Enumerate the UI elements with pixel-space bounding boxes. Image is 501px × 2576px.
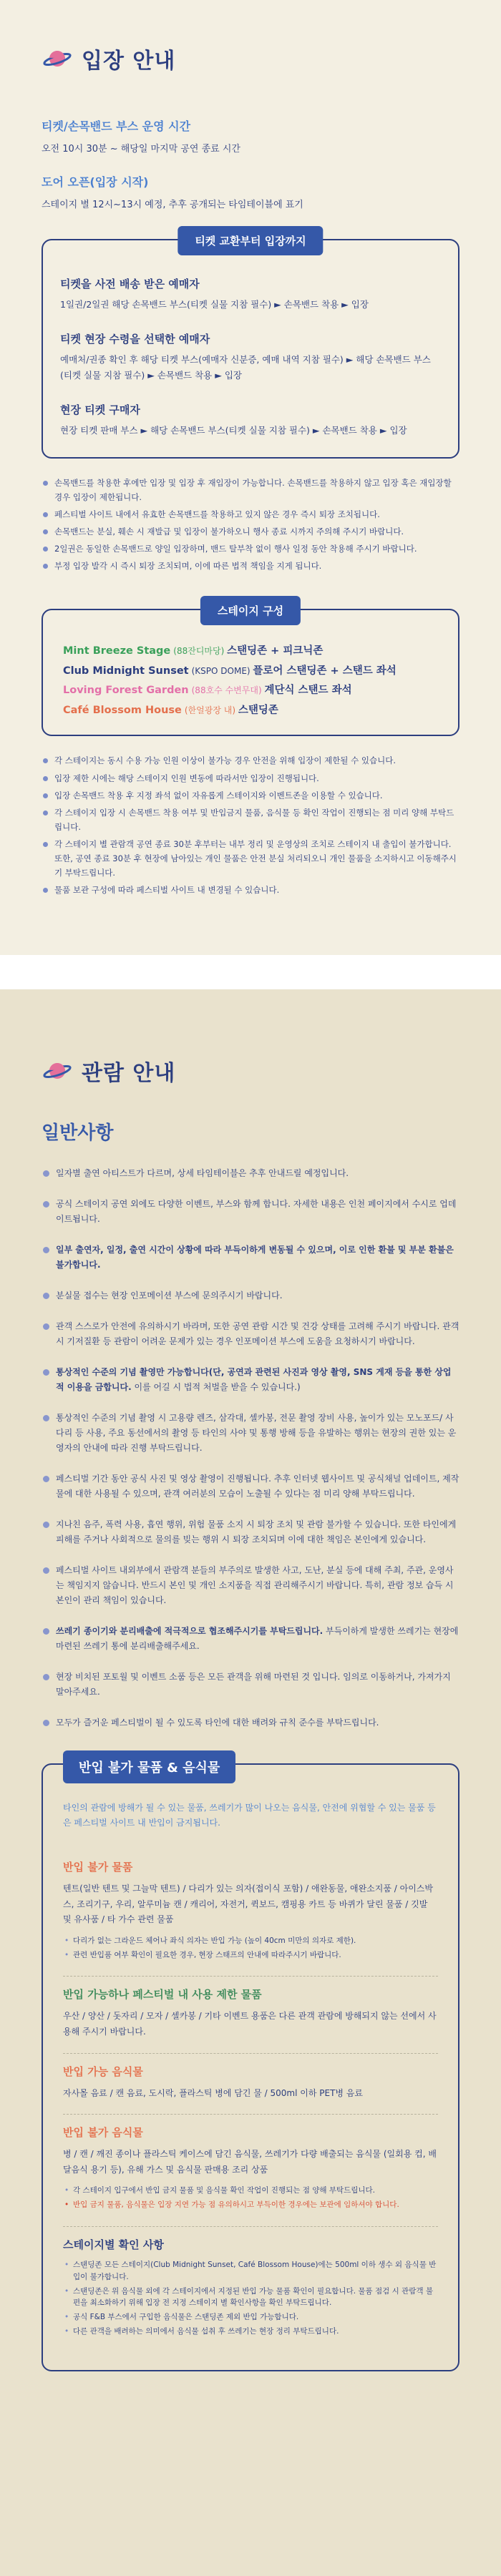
general-item-text: 이를 어길 시 법적 처벌을 받을 수 있습니다.) [131,1382,301,1392]
stage-notes [42,753,459,897]
prohibited-group-notes [63,2259,438,2338]
prohibited-group-text: 병 / 캔 / 깨진 종이나 플라스틱 케이스에 담긴 음식물, 쓰레기가 다량 배출되는 음식물 (일회용 컵, 배달음식 용기 등), 유해 가스 및 음식물 판매용 조리 상품 [63,2149,437,2175]
prohibited-note: • 다른 관객을 배려하는 의미에서 음식물 섭취 후 쓰레기는 현장 정리 부탁드립니다. [63,2326,438,2338]
general-item-text: 공식 스테이지 공연 외에도 다양한 이벤트, 부스와 함께 합니다. 자세한 내용은 인천 페이지에서 수시로 업데이트됩니다. [56,1199,457,1224]
stages-tag: 스테이지 구성 [200,596,301,625]
general-item-bold: 일부 출연자, 일정, 출연 시간이 상황에 따라 부득이하게 변동될 수 있으며, 이로 인한 환불 및 부분 환불은 불가합니다. [56,1245,454,1270]
general-item [42,1517,459,1547]
general-item-text: 분실물 접수는 현장 인포메이션 부스에 문의주시기 바랍니다. [56,1291,283,1301]
prohibited-group-heading: 반입 불가 음식물 [63,2126,143,2140]
stage-list [63,642,438,720]
prohibited-group-heading: 반입 가능 음식물 [63,2065,143,2078]
exchange-text: 1일권/2일권 해당 손목밴드 부스(티켓 실물 지참 필수) ► 손목밴드 착용 ► 입장 [60,299,369,310]
entry-notes [42,476,459,574]
stage-name: Loving Forest Garden [63,685,189,697]
prohibited-note: • 관련 반입품 여부 확인이 필요한 경우, 현장 스태프의 안내에 따라주시기 바랍니다. [63,1949,438,1962]
prohibited-group [63,1849,438,1977]
exchange-heading: 티켓을 사전 배송 받은 예매자 [60,278,200,290]
general-item-bold: 쓰레기 종이기와 분리배출에 적극적으로 협조해주시기를 부탁드립니다. [56,1626,324,1636]
planet-icon [42,43,73,74]
general-item [42,1288,459,1303]
view-title-row [42,1055,459,1087]
prohibited-group-text: 우산 / 양산 / 돗자리 / 모자 / 셀카봉 / 기타 이벤트 용품은 다른 관객 관람에 방해되지 않는 선에서 사용해 주시기 바랍니다. [63,2011,437,2037]
stage-desc: 계단식 스탠드 좌석 [264,685,352,697]
prohibited-note: • 각 스테이지 입구에서 반입 금지 물품 및 음식물 확인 작업이 진행되는 점 양해 부탁드립니다. [63,2185,438,2197]
prohibited-group-text: 텐트(일반 텐트 및 그늘막 텐트) / 다리가 있는 의자(접이식 포함) / 애완동물, 애완소지품 / 아이스박스, 조리기구, 우리, 알루미늄 캔 / 캐리어, 자전거, 퀵보드, 캠핑용 카트 등 바퀴가 달린 물품 / 깃발 및 유사품 / 타 가수 관련 물품 [63,1884,433,1925]
exchange-item [60,402,441,439]
prohibited-group [63,2227,438,2353]
planet-icon [42,1055,73,1087]
stage-line [63,642,438,662]
general-list [42,1166,459,1730]
general-item [42,1563,459,1608]
general-item-text: 일자별 출연 아티스트가 다르며, 상세 타임테이블은 추후 안내드릴 예정입니다. [56,1168,349,1178]
note-item: 각 스테이지 입장 시 손목밴드 착용 여부 및 반입금지 물품, 음식물 등 확인 작업이 진행되는 점 미리 양해 부탁드립니다. [42,805,459,834]
note-item: 손목밴드를 착용한 후에만 입장 및 입장 후 재입장이 가능합니다. 손목밴드를 착용하지 않고 입장 혹은 재입장할 경우 입장이 제한됩니다. [42,476,459,504]
prohibited-note: • 반입 금지 물품, 음식물은 입장 지연 가능 점 유의하시고 부득이한 경우에는 보관에 임하셔야 합니다. [63,2199,438,2211]
prohibited-group-heading: 반입 가능하나 페스티벌 내 사용 제한 물품 [63,1988,262,2002]
exchange-text: 현장 티켓 판매 부스 ► 해당 손목밴드 부스(티켓 실물 지참 필수) ► 손목밴드 착용 ► 입장 [60,424,407,436]
note-item: 페스티벌 사이트 내에서 유효한 손목밴드를 착용하고 있지 않은 경우 즉시 퇴장 조치됩니다. [42,507,459,521]
gate-heading: 도어 오픈(입장 시작) [42,175,149,189]
general-item [42,1624,459,1654]
exchange-item [60,276,441,313]
stages-box [42,604,459,736]
general-item [42,1197,459,1227]
general-item-bold: 통상적인 수준의 기념 촬영만 가능합니다(단, 공연과 관련된 사진과 영상 촬영, SNS 게재 등을 통한 상업적 이용을 금합니다. [56,1367,452,1392]
prohibited-group-heading: 스테이지별 확인 사항 [63,2238,164,2251]
gate-text: 스테이지 별 12시~13시 예정, 추후 공개되는 타임테이블에 표기 [42,200,303,210]
general-item [42,1670,459,1700]
prohibited-group-notes [63,2185,438,2211]
general-item [42,1243,459,1273]
general-item [42,1715,459,1730]
prohibited-note: • 다리가 없는 그라운드 체어나 좌식 의자는 반입 가능 (높이 40cm 미만의 의자로 제한). [63,1935,438,1947]
prohibited-group-heading: 반입 불가 물품 [63,1861,133,1874]
stage-location: (88호수 수변무대) [191,685,265,696]
hours-heading: 티켓/손목밴드 부스 운영 시간 [42,119,191,133]
general-item-text: 페스티벌 기간 동안 공식 사진 및 영상 촬영이 진행됩니다. 추후 인터넷 웹사이트 및 공식채널 업데이트, 제작물에 대한 사용될 수 있으며, 관객 여러분의 모습이 노출될 수 있다는 점 미리 양해 부탁드립니다. [56,1474,459,1499]
note-item: 손목밴드는 분실, 훼손 시 재발급 및 입장이 불가하오니 행사 종료 시까지 주의해 주시기 바랍니다. [42,524,459,539]
note-item: 2일권은 동일한 손목밴드로 양일 입장하며, 밴드 탈부착 없이 행사 일정 동안 착용해 주시기 바랍니다. [42,542,459,556]
stage-line [63,701,438,721]
prohibited-group-notes [63,1935,438,1962]
note-item: 각 스테이지 별 관람객 공연 종료 30분 후부터는 내부 정리 및 운영상의 조치로 스테이지 내 출입이 불가합니다. 또한, 공연 종료 30분 후 현장에 남아있는 개인 물품은 안전 분실 처리되오니 개인 물품을 소지하시고 이동해주시기 부탁드립니다. [42,837,459,880]
general-item [42,1365,459,1395]
general-item-text: 모두가 즐거운 페스티벌이 될 수 있도록 타인에 대한 배려와 규칙 준수를 부탁드립니다. [56,1718,379,1728]
general-item [42,1411,459,1456]
prohibited-intro: 타인의 관람에 방해가 될 수 있는 물품, 쓰레기가 많이 나오는 음식물, 안전에 위협할 수 있는 물품 등은 페스티벌 사이트 내 반입이 금지됩니다. [63,1803,436,1828]
hours-text: 오전 10시 30분 ~ 해당일 마지막 공연 종료 시간 [42,144,240,155]
view-section [0,1005,501,2576]
note-item: 물품 보관 구성에 따라 페스티벌 사이트 내 변경될 수 있습니다. [42,883,459,897]
stage-name: Mint Breeze Stage [63,645,171,657]
general-item [42,1471,459,1502]
prohibited-note: • 스탠딩존은 위 음식물 외에 각 스테이지에서 지정된 반입 가능 물품 확인이 필요합니다. 물품 점검 시 관람객 불편을 최소화하기 위해 입장 전 지정 스테이지 별 확인사항을 확인 부탁드립니다. [63,2286,438,2310]
stage-location: (KSPO DOME) [191,665,253,676]
prohibited-group [63,2115,438,2227]
exchange-tag: 티켓 교환부터 입장까지 [177,226,323,255]
exchange-heading: 현장 티켓 구매자 [60,403,140,416]
note-item: 입장 손목밴드 착용 후 지정 좌석 없이 자유롭게 스테이지와 이벤트존을 이용할 수 있습니다. [42,788,459,803]
exchange-heading: 티켓 현장 수령을 선택한 예매자 [60,332,210,346]
exchange-box [42,235,459,459]
prohibited-box [42,1760,459,2371]
exchange-item [60,331,441,383]
prohibited-note: • 스탠딩존 모든 스테이지(Club Midnight Sunset, Café Blossom House)에는 500ml 이하 생수 외 음식물 반입이 불가합니다. [63,2259,438,2283]
prohibited-note: • 공식 F&B 부스에서 구입한 음식물은 스탠딩존 제외 반입 가능합니다. [63,2311,438,2323]
prohibited-group [63,1977,438,2053]
entry-title: 입장 안내 [82,49,176,74]
note-item: 입장 제한 시에는 해당 스테이지 인원 변동에 따라서만 입장이 진행됩니다. [42,771,459,785]
stage-name: Café Blossom House [63,704,182,716]
exchange-text: 예매처/권종 확인 후 해당 티켓 부스(예매자 신분증, 예매 내역 지참 필수) ► 해당 손목밴드 부스(티켓 실물 지참 필수) ► 손목밴드 착용 ► 입장 [60,353,431,381]
general-item-text: 통상적인 수준의 기념 촬영 시 고용량 렌즈, 삼각대, 셀카봉, 전문 촬영 장비 사용, 높이가 있는 모노포드/ 사다리 등 사용, 주요 동선에서의 촬영 등 타인의 사야 및 통행 방해 등을 유발하는 행위는 현장의 권한 있는 운영자의 안내에 따라 진행 부탁드립니다. [56,1413,457,1453]
stage-name: Club Midnight Sunset [63,665,189,677]
entry-title-row [42,43,459,74]
general-item [42,1319,459,1349]
note-item: 부정 입장 발각 시 즉시 퇴장 조치되며, 이에 따른 법적 책임을 지게 됩니다. [42,559,459,573]
prohibited-tag: 반입 불가 물품 & 음식물 [63,1750,235,1783]
prohibited-group-text: 자사몰 음료 / 캔 음료, 도시락, 플라스틱 병에 담긴 물 / 500ml 이하 PET병 음료 [63,2087,363,2098]
note-item: 각 스테이지는 동시 수용 가능 인원 이상이 불가능 경우 안전을 위해 입장이 제한될 수 있습니다. [42,753,459,768]
prohibited-group [63,2054,438,2115]
stage-location: (한얼광장 내) [184,705,238,715]
general-item-text: 관객 스스로가 안전에 유의하시기 바라며, 또한 공연 관람 시간 및 건강 상태를 고려해 주시기 바랍니다. 관객 시 기저질환 등 관람이 어려운 문제가 있는 경우 인포메이션 부스에 도움을 요청하시기 바랍니다. [56,1321,459,1346]
general-item-text: 현장 비치된 포토월 및 이벤트 소품 등은 모든 관객을 위해 마련된 것 입니다. 임의로 이동하거나, 가져가지 말아주세요. [56,1672,451,1697]
general-heading: 일반사항 [42,1122,114,1144]
view-title: 관람 안내 [82,1061,176,1086]
general-item-text: 부득이하게 발생한 쓰레기는 현장에 마련된 쓰레기 통에 분리배출해주세요. [56,1626,459,1651]
stage-desc: 스탠딩존 + 피크닉존 [227,645,324,657]
stage-line [63,681,438,701]
section-divider [0,955,501,1005]
stage-desc: 플로어 스탠딩존 + 스탠드 좌석 [253,665,397,677]
general-item [42,1166,459,1181]
stage-line [63,662,438,682]
general-item-text: 지나친 음주, 폭력 사용, 흡연 행위, 위험 물품 소지 시 퇴장 조치 및 관람 불가할 수 있습니다. 또한 타인에게 피해를 주거나 사회적으로 물의를 빚는 행위 시 퇴장 조치되며 이에 대한 책임은 본인에게 있습니다. [56,1519,457,1544]
stage-location: (88잔디마당) [173,646,228,657]
prohibited-groups [63,1849,438,2353]
stage-desc: 스탠딩존 [238,704,278,716]
entry-section [0,0,501,955]
general-item-text: 페스티벌 사이트 내외부에서 관람객 분들의 부주의로 발생한 사고, 도난, 분실 등에 대해 주최, 주관, 운영사는 책임지지 않습니다. 반드시 본인 및 개인 소지품을 직접 관리해주시기 바랍니다. 특히, 관람 정보 습득 시 본인이 관리 책임이 있습니다. [56,1565,454,1605]
